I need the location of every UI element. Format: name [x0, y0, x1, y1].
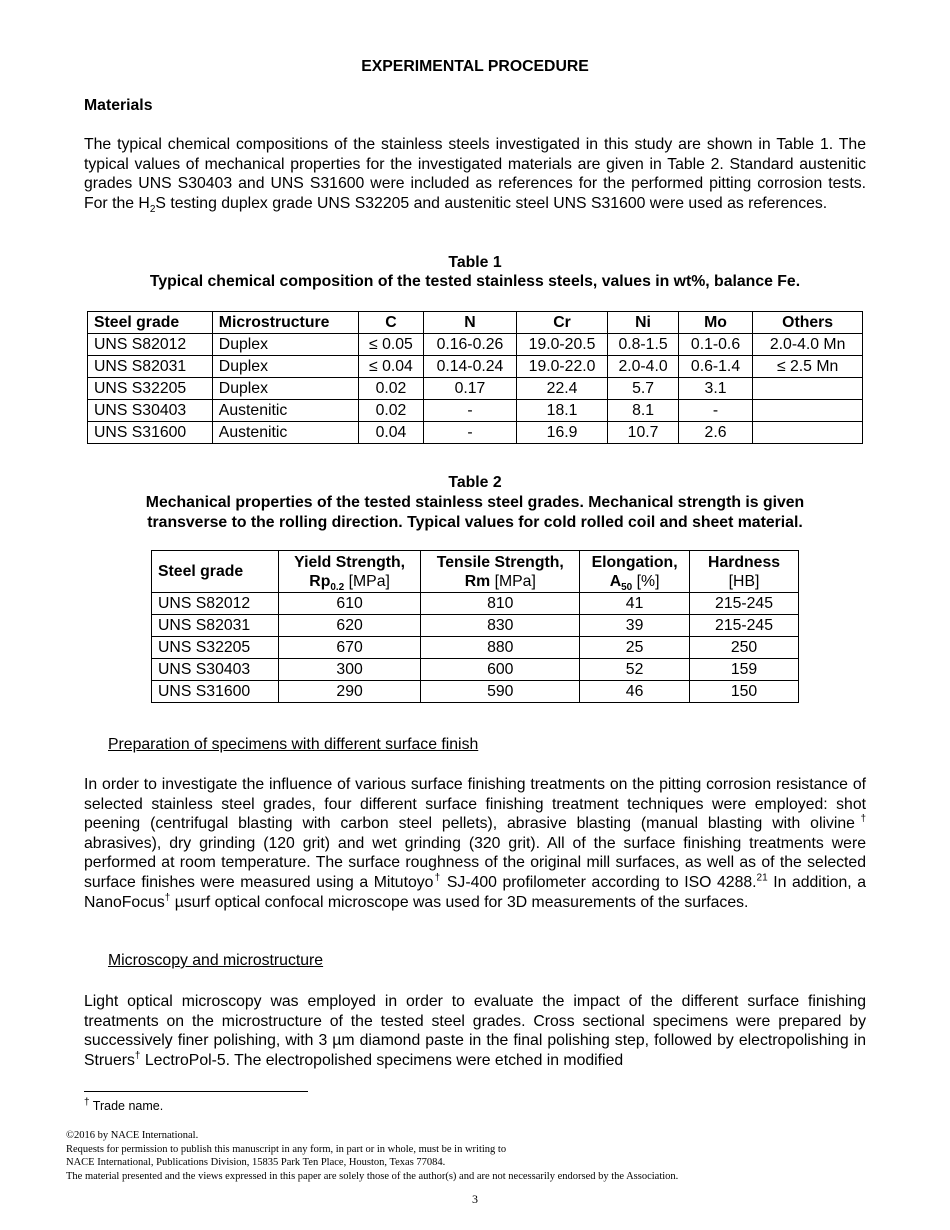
dagger-mark: † [433, 872, 442, 884]
footer-line: NACE International, Publications Division, 15835 Park Ten Place, Houston, Texas 77084. [66, 1157, 446, 1168]
table-cell: ≤ 0.05 [358, 334, 423, 356]
micro-paragraph [84, 992, 866, 1070]
table-cell: 159 [690, 659, 799, 681]
elongation-unit: [%] [632, 572, 660, 590]
table-cell: Duplex [212, 334, 358, 356]
copyright-footer [66, 1129, 886, 1183]
materials-paragraph [84, 135, 866, 213]
table1-label: Table 1 [448, 254, 502, 271]
table1-caption: Typical chemical composition of the tested stainless steels, values in wt%, balance Fe. [149, 273, 801, 290]
table-cell: 0.14-0.24 [424, 356, 517, 378]
reference-mark: 21 [756, 872, 768, 884]
table2-header-hardness [690, 551, 799, 593]
table-cell: ≤ 2.5 Mn [753, 356, 863, 378]
table-cell: 10.7 [608, 422, 678, 444]
footer-line: The material presented and the views expressed in this paper are solely those of the author(s) and are not necessarily endorsed by the Association. [66, 1170, 679, 1182]
table-cell: 19.0-20.5 [516, 334, 608, 356]
table-cell: 250 [690, 637, 799, 659]
yield-label: Yield Strength, [294, 553, 406, 571]
table-cell: Duplex [212, 378, 358, 400]
table-cell: 22.4 [516, 378, 608, 400]
table1-header-cell: Cr [516, 312, 608, 334]
table-cell: 2.6 [678, 422, 752, 444]
table-row [152, 637, 799, 659]
dagger-mark: † [854, 813, 867, 825]
table-cell: 620 [278, 615, 421, 637]
materials-title: Materials [84, 97, 153, 114]
dagger-mark: † [164, 892, 171, 904]
table2-header-row [152, 551, 799, 593]
table-cell: 600 [421, 659, 580, 681]
table-row [152, 593, 799, 615]
yield-unit: [MPa] [344, 572, 390, 590]
table-cell: 0.6-1.4 [678, 356, 752, 378]
table-cell [753, 422, 863, 444]
table-cell: - [424, 400, 517, 422]
page-number: 3 [472, 1192, 478, 1206]
tensile-unit: [MPa] [490, 572, 536, 590]
materials-text-2: S testing duplex grade UNS S32205 and austenitic steel UNS S31600 were used as references. [155, 194, 828, 212]
table-cell: 830 [421, 615, 580, 637]
table2-header-grade: Steel grade [152, 551, 279, 593]
table-cell: 0.16-0.26 [424, 334, 517, 356]
table-cell [753, 400, 863, 422]
table-cell: 590 [421, 681, 580, 703]
table1-header-cell: Others [753, 312, 863, 334]
table1-header-cell: Steel grade [88, 312, 213, 334]
prep-subheading: Preparation of specimens with different surface finish [108, 736, 479, 753]
table-cell: 215-245 [690, 593, 799, 615]
prep-paragraph [84, 775, 866, 912]
prep-text-5: µsurf optical confocal microscope was used for 3D measurements of the surfaces. [170, 893, 749, 911]
table-cell: 0.02 [358, 378, 423, 400]
table-cell: 2.0-4.0 [608, 356, 678, 378]
table-cell: 25 [580, 637, 690, 659]
table-cell: 46 [580, 681, 690, 703]
table-cell: 5.7 [608, 378, 678, 400]
table-cell: 215-245 [690, 615, 799, 637]
hardness-label: Hardness [708, 553, 781, 571]
elongation-subscript: 50 [621, 581, 633, 593]
table-cell: 880 [421, 637, 580, 659]
table2-caption: Mechanical properties of the tested stainless steel grades. Mechanical strength is given transverse to the rolling direction. Typical values for cold rolled coil and sheet material. [145, 494, 805, 531]
table-cell: 52 [580, 659, 690, 681]
table-cell: 0.04 [358, 422, 423, 444]
table1 [87, 311, 863, 444]
table-cell: 19.0-22.0 [516, 356, 608, 378]
elongation-symbol: A [609, 572, 622, 590]
table-cell: 0.1-0.6 [678, 334, 752, 356]
table2-header-elongation [580, 551, 690, 593]
table-cell: 290 [278, 681, 421, 703]
table2-header-tensile [421, 551, 580, 593]
micro-text-1: Light optical microscopy was employed in order to evaluate the impact of the different surface finishing treatments on the microstructure of the tested steel grades. Cross sectional specimens were prepared by successively finer polishing, with 3 µm diamond paste in the final polishing step, followed by electropolishing in Struers [84, 993, 866, 1069]
table-cell: 39 [580, 615, 690, 637]
hardness-unit: [HB] [728, 572, 760, 590]
prep-text-3: SJ-400 profilometer according to ISO 4288. [441, 873, 757, 891]
tensile-label: Tensile Strength, [436, 553, 564, 571]
prep-text-2: abrasives), dry grinding (120 grit) and wet grinding (320 grit). All of the surface finishing treatments were performed at room temperature. The surface roughness of the original mill surfaces, as well as of the selected surface finishes were measured using a Mitutoyo [84, 834, 866, 891]
table-cell: 0.8-1.5 [608, 334, 678, 356]
table-cell: UNS S82031 [88, 356, 213, 378]
table-cell: 610 [278, 593, 421, 615]
table-cell: UNS S32205 [152, 637, 279, 659]
prep-text-4: In addition, a NanoFocus [84, 873, 867, 911]
table-cell [753, 378, 863, 400]
h2s-subscript: 2 [149, 203, 156, 215]
table-cell: UNS S31600 [88, 422, 213, 444]
materials-text-1: The typical chemical compositions of the stainless steels investigated in this study are shown in Table 1. The typical values of mechanical properties for the investigated materials are given in Table 2. Standard austenitic grades UNS S30403 and UNS S31600 were included as references for the performed pitting corrosion tests. For the H [84, 136, 866, 212]
footnote-text: Trade name. [89, 1099, 164, 1113]
table-cell: 0.02 [358, 400, 423, 422]
table-cell: 300 [278, 659, 421, 681]
yield-symbol: Rp [309, 572, 331, 590]
table-cell: ≤ 0.04 [358, 356, 423, 378]
table1-header-row [88, 312, 863, 334]
table-row [88, 422, 863, 444]
table-cell: Austenitic [212, 422, 358, 444]
table-row [152, 659, 799, 681]
micro-text-2: LectroPol-5. The electropolished specimens were etched in modified [140, 1051, 624, 1069]
footer-line: ©2016 by NACE International. [66, 1130, 199, 1141]
table-cell: 810 [421, 593, 580, 615]
table2-header-yield [278, 551, 421, 593]
dagger-mark: † [134, 1050, 141, 1062]
section-heading: EXPERIMENTAL PROCEDURE [361, 58, 589, 75]
table-cell: 2.0-4.0 Mn [753, 334, 863, 356]
table-cell: - [678, 400, 752, 422]
table-cell: UNS S32205 [88, 378, 213, 400]
table1-header-cell: N [424, 312, 517, 334]
table-cell: 150 [690, 681, 799, 703]
table1-header-cell: Mo [678, 312, 752, 334]
table1-header-cell: C [358, 312, 423, 334]
table-row [152, 615, 799, 637]
table-cell: 8.1 [608, 400, 678, 422]
table-row [88, 400, 863, 422]
table-cell: 18.1 [516, 400, 608, 422]
elongation-label: Elongation, [591, 553, 678, 571]
table-cell: UNS S30403 [152, 659, 279, 681]
table-cell: UNS S30403 [88, 400, 213, 422]
table1-header-cell: Microstructure [212, 312, 358, 334]
table-row [152, 681, 799, 703]
footnote-rule [84, 1091, 308, 1092]
footnote-dagger: † [84, 1096, 90, 1108]
table-row [88, 356, 863, 378]
tensile-symbol: Rm [464, 572, 491, 590]
table2 [151, 550, 799, 703]
micro-subheading: Microscopy and microstructure [108, 952, 324, 969]
table-cell: 670 [278, 637, 421, 659]
table-cell: - [424, 422, 517, 444]
table-cell: 3.1 [678, 378, 752, 400]
table-cell: Duplex [212, 356, 358, 378]
table-cell: UNS S82012 [88, 334, 213, 356]
prep-text-1: In order to investigate the influence of various surface finishing treatments on the pitting corrosion resistance of selected stainless steel grades, four different surface finishing treatment techniques were employed: shot peening (centrifugal blasting with carbon steel pellets), abrasive blasting (manual blasting with olivine [84, 776, 866, 833]
table-cell: 0.17 [424, 378, 517, 400]
table-cell: Austenitic [212, 400, 358, 422]
table1-header-cell: Ni [608, 312, 678, 334]
footer-line: Requests for permission to publish this manuscript in any form, in part or in whole, must be in writing to [66, 1143, 507, 1155]
table-cell: 16.9 [516, 422, 608, 444]
table-cell: UNS S31600 [152, 681, 279, 703]
yield-subscript: 0.2 [330, 581, 345, 593]
table-cell: UNS S82031 [152, 615, 279, 637]
table2-label: Table 2 [448, 474, 502, 491]
table-cell: UNS S82012 [152, 593, 279, 615]
table-row [88, 378, 863, 400]
table-cell: 41 [580, 593, 690, 615]
footnote [84, 1096, 866, 1113]
table-row [88, 334, 863, 356]
